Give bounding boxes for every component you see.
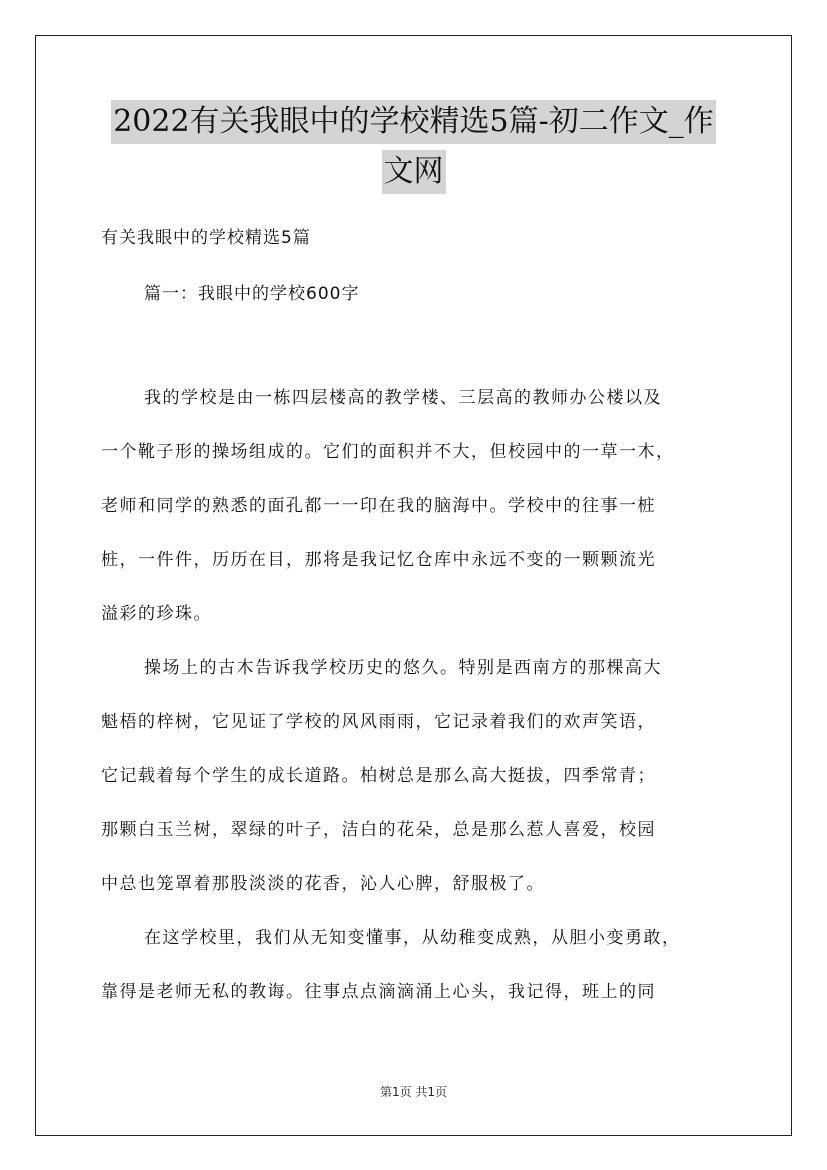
- body-line: 它记载着每个学生的成长道路。柏树总是那么高大挺拔，四季常青；: [101, 766, 656, 786]
- page-footer: 第1页 共1页: [379, 1085, 448, 1099]
- title-line-2: 文网: [382, 150, 446, 194]
- body-line: 操场上的古木告诉我学校历史的悠久。特别是西南方的那棵高大: [144, 658, 662, 678]
- body-line: 在这学校里，我们从无知变懂事，从幼稚变成熟，从胆小变勇敢，: [144, 928, 681, 948]
- document-subtitle: 有关我眼中的学校精选5篇: [101, 228, 311, 248]
- body-line: 老师和同学的熟悉的面孔都一一印在我的脑海中。学校中的往事一桩: [101, 496, 656, 516]
- document-title: [60, 100, 767, 200]
- body-line: 那颗白玉兰树，翠绿的叶子，洁白的花朵，总是那么惹人喜爱，校园: [101, 820, 656, 840]
- body-line: 中总也笼罩着那股淡淡的花香，沁人心脾，舒服极了。: [101, 874, 545, 894]
- body-line: 桩，一件件，历历在目，那将是我记忆仓库中永远不变的一颗颗流光: [101, 550, 656, 570]
- body-line: 魁梧的梓树，它见证了学校的风风雨雨，它记录着我们的欢声笑语，: [101, 712, 656, 732]
- body-line: 靠得是老师无私的教诲。往事点点滴滴涌上心头，我记得，班上的同: [101, 982, 656, 1002]
- body-line: 一个靴子形的操场组成的。它们的面积并不大，但校园中的一草一木，: [101, 442, 675, 462]
- document-body: [101, 384, 731, 1032]
- section-heading: 篇一：我眼中的学校600字: [144, 284, 360, 304]
- title-line-1: 2022有关我眼中的学校精选5篇-初二作文_作: [111, 100, 716, 144]
- body-line: 溢彩的珍珠。: [101, 604, 212, 624]
- body-line: 我的学校是由一栋四层楼高的教学楼、三层高的教师办公楼以及: [144, 388, 662, 408]
